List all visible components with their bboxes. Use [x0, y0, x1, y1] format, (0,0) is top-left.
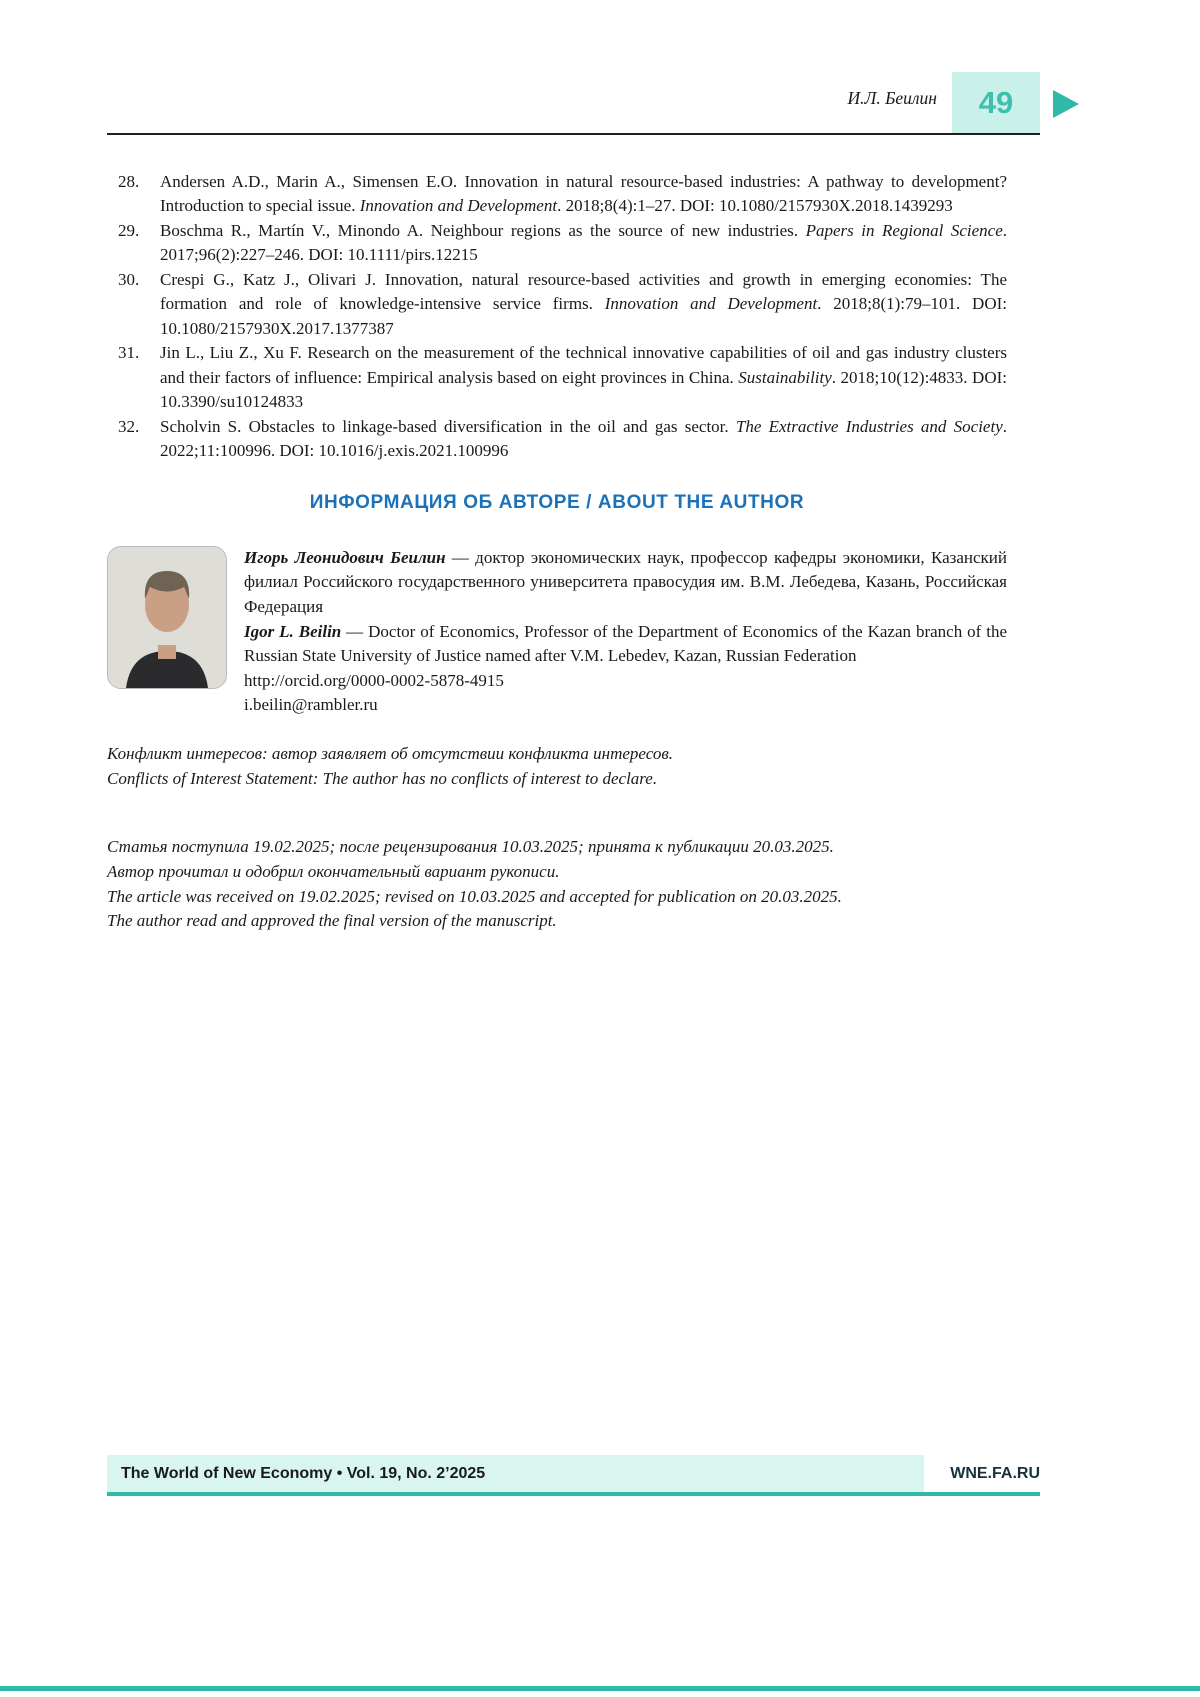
dates-received-ru: Статья поступила 19.02.2025; после рецензирования 10.03.2025; принята к публикации 20.03.2025. [107, 837, 834, 857]
reference-number: 31. [118, 343, 140, 363]
author-photo [107, 546, 227, 689]
reference-journal-name: Innovation and Development [604, 294, 818, 314]
reference-text-segment: . 2018;8(1):79–101. DOI: 10.1080/2157930X.2017.1377387 [160, 294, 1007, 338]
about-author-heading: ИНФОРМАЦИЯ ОБ АВТОРЕ / ABOUT THE AUTHOR [309, 491, 805, 513]
reference-text-segment: . 2018;10(12):4833. DOI: 10.3390/su10124833 [160, 367, 1007, 412]
reference-text-segment: Crespi G., Katz J., Olivari J. Innovation, natural resource-based activities and growth in emerging economies: The formation and role of knowledge-intensive service firms. [160, 269, 1007, 314]
author-block [107, 546, 1007, 718]
reference-text [160, 415, 1007, 464]
reference-number: 32. [118, 416, 140, 436]
triangle-right-icon [1053, 90, 1079, 118]
reference-text-segment: . 2022;11:100996. DOI: 10.1016/j.exis.2021.100996 [160, 416, 1007, 461]
reference-text-segment: Boschma R., Martín V., Minondo A. Neighbour regions as the source of new industries. [160, 220, 806, 240]
reference-item [107, 341, 1007, 414]
conflict-statement-en: Conflicts of Interest Statement: The author has no conflicts of interest to declare. [107, 768, 658, 788]
header-rule [107, 133, 1040, 135]
page-footer [107, 1455, 1040, 1496]
reference-journal-name: Innovation and Development [359, 196, 558, 216]
reference-text-segment: Scholvin S. Obstacles to linkage-based diversification in the oil and gas sector. [160, 416, 736, 436]
page-bottom-rule [0, 1686, 1200, 1691]
reference-journal-name: The Extractive Industries and Society [735, 416, 1003, 436]
dates-received-en: The article was received on 19.02.2025; revised on 10.03.2025 and accepted for publication on 20.03.2025. [107, 886, 842, 906]
author-bio-ru [244, 546, 1007, 620]
reference-journal-name: Sustainability [738, 367, 832, 387]
reference-text [160, 341, 1007, 414]
footer-bar [107, 1455, 1040, 1492]
reference-number: 29. [118, 220, 140, 240]
reference-item [107, 415, 1007, 464]
author-name-en: Igor L. Beilin [244, 621, 342, 641]
reference-text-segment: . 2018;8(4):1–27. DOI: 10.1080/2157930X.2018.1439293 [557, 196, 953, 216]
author-bio [244, 546, 1007, 718]
author-orcid: http://orcid.org/0000-0002-5878-4915 [244, 670, 504, 690]
page-number-badge [952, 72, 1040, 134]
page-content [107, 170, 1007, 934]
reference-journal-name: Papers in Regional Science [805, 220, 1003, 240]
reference-text-segment: . 2017;96(2):227–246. DOI: 10.1111/pirs.12215 [160, 220, 1007, 265]
footer-rule [107, 1492, 1040, 1496]
reference-number: 28. [118, 172, 140, 191]
footer-journal-title: The World of New Economy • Vol. 19, No. 2’2025 [107, 1455, 924, 1492]
reference-list [107, 170, 1007, 464]
author-name-ru: Игорь Леонидович Беилин [244, 547, 446, 567]
dates-approved-ru: Автор прочитал и одобрил окончательный вариант рукописи. [107, 862, 560, 882]
reference-item [107, 268, 1007, 341]
conflict-statement-ru: Конфликт интересов: автор заявляет об отсутствии конфликта интересов. [107, 744, 674, 764]
reference-text [160, 219, 1007, 268]
reference-number: 30. [118, 269, 140, 289]
running-head-author: И.Л. Беилин [847, 88, 937, 108]
dates-approved-en: The author read and approved the final version of the manuscript. [107, 911, 557, 931]
author-portrait-image [108, 547, 226, 688]
article-dates-block [107, 835, 1007, 934]
reference-text [160, 268, 1007, 341]
conflict-of-interest-block [107, 742, 1007, 791]
reference-text-segment: Andersen A.D., Marin A., Simensen E.O. Innovation in natural resource-based industries: A pathway to development? Introduction to special issue. [160, 172, 1007, 216]
reference-text-segment: Jin L., Liu Z., Xu F. Research on the measurement of the technical innovative capabilities of oil and gas industry clusters and their factors of influence: Empirical analysis based on eight provinces in China. [160, 343, 1007, 387]
reference-item [107, 219, 1007, 268]
reference-item [107, 170, 1007, 219]
reference-text [160, 170, 1007, 219]
footer-site-url: WNE.FA.RU [950, 1464, 1040, 1482]
author-desc-en: — Doctor of Economics, Professor of the Department of Economics of the Kazan branch of the Russian State University of Justice named after V.M. Lebedev, Kazan, Russian Federation [244, 621, 1008, 666]
author-desc-ru: — доктор экономических наук, профессор кафедры экономики, Казанский филиал Российского государственного университета правосудия им. В.М. Лебедева, Казань, Российская Федерация [244, 547, 1007, 616]
author-email: i.beilin@rambler.ru [244, 695, 378, 715]
page-number: 49 [978, 85, 1014, 120]
author-bio-en [244, 620, 1007, 669]
